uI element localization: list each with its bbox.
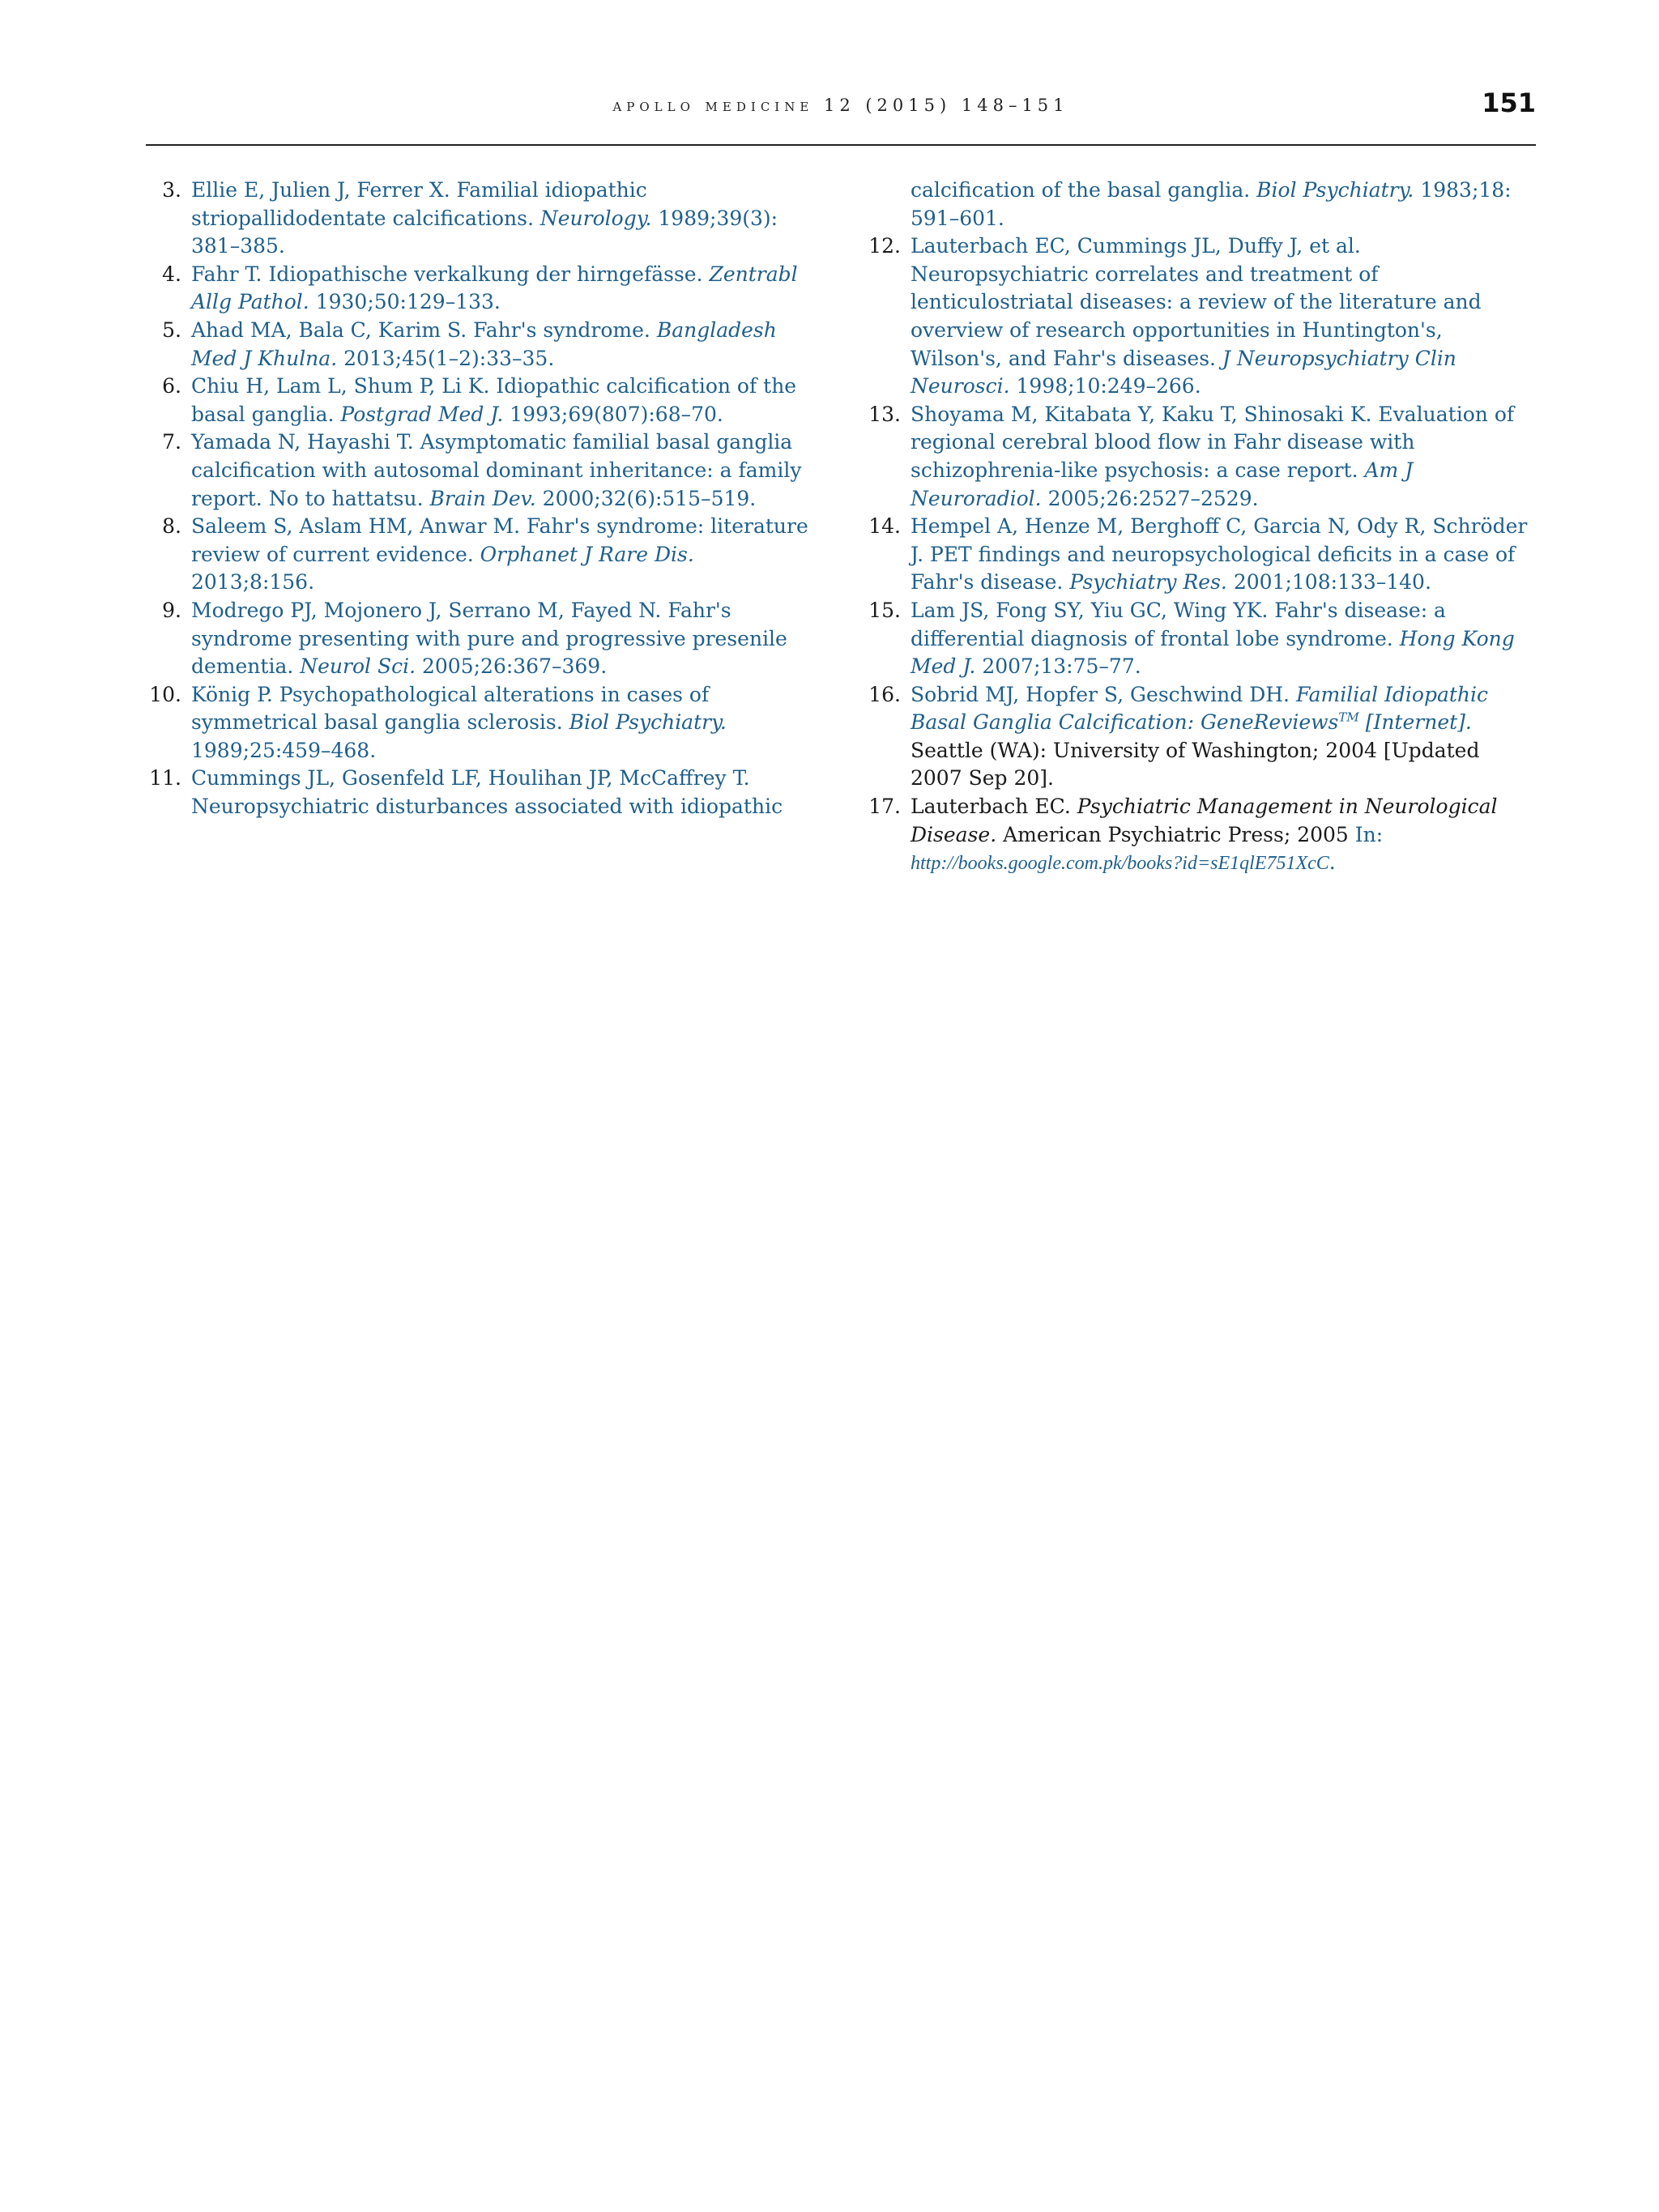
reference-12 <box>857 232 1529 401</box>
journal-name-tail: [Internet]. <box>1365 710 1472 735</box>
link-prefix[interactable]: In: <box>1354 822 1384 846</box>
reference-link[interactable]: Shoyama M, Kitabata Y, Kaku T, Shinosaki K. Evaluation of regional cerebral blood flow in Fahr disease with schizophrenia-like psychosis: a case report. <box>911 402 1515 482</box>
page-header <box>146 87 1536 146</box>
journal-name-text: Familial Idiopathic Basal Ganglia Calcification: GeneReviews <box>911 682 1489 735</box>
citation-details: Seattle (WA): University of Washington; 2004 [Updated 2007 Sep 20]. <box>911 738 1480 791</box>
reference-number: 17. <box>868 795 901 819</box>
citation-details[interactable]: 1989;39(3): 381–385. <box>191 206 778 258</box>
reference-number: 8. <box>162 514 181 539</box>
reference-number: 16. <box>868 682 901 706</box>
reference-6 <box>138 373 810 428</box>
citation-details: American Psychiatric Press; 2005 <box>1003 822 1349 846</box>
book-url-link[interactable]: http://books.google.com.pk/books?id=sE1qlE751XcC <box>911 853 1329 875</box>
reference-authors: Lauterbach EC. <box>911 795 1071 819</box>
reference-3 <box>138 177 810 261</box>
journal-name[interactable]: Psychiatry Res. <box>1069 570 1227 595</box>
references-left-column <box>138 177 810 821</box>
journal-name[interactable]: Bangladesh Med J Khulna. <box>191 318 777 370</box>
citation-details[interactable]: 1983;18: 591–601. <box>911 178 1512 230</box>
running-head: apollo medicine 12 (2015) 148–151 <box>612 96 1069 115</box>
journal-name[interactable]: J Neuropsychiatry Clin Neurosci. <box>911 346 1456 399</box>
reference-link[interactable]: Hempel A, Henze M, Berghoff C, Garcia N, Ody R, Schröder J. PET findings and neuropsychological deficits in a case of Fahr's disease. <box>911 514 1528 595</box>
reference-number: 11. <box>149 766 181 791</box>
reference-link[interactable]: Sobrid MJ, Hopfer S, Geschwind DH. <box>911 682 1290 706</box>
citation-details[interactable]: 2013;45(1–2):33–35. <box>343 346 555 370</box>
reference-number: 13. <box>868 402 901 426</box>
reference-link[interactable]: Fahr T. Idiopathische verkalkung der hirngefässe. <box>191 262 703 286</box>
reference-link[interactable]: Lam JS, Fong SY, Yiu GC, Wing YK. Fahr's disease: a differential diagnosis of frontal lobe syndrome. <box>911 598 1446 650</box>
reference-link[interactable]: Cummings JL, Gosenfeld LF, Houlihan JP, McCaffrey T. Neuropsychiatric disturbances associated with idiopathic <box>191 766 783 819</box>
reference-7 <box>138 428 810 513</box>
citation-details[interactable]: 2007;13:75–77. <box>982 654 1141 679</box>
citation-details[interactable]: 2005;26:2527–2529. <box>1047 486 1259 510</box>
reference-11-continued <box>857 177 1529 232</box>
citation-details[interactable]: 2005;26:367–369. <box>422 654 608 679</box>
reference-link[interactable]: König P. Psychopathological alterations in cases of symmetrical basal ganglia sclerosis. <box>191 682 710 735</box>
journal-name[interactable]: Neurol Sci. <box>300 654 416 679</box>
journal-name[interactable]: Biol Psychiatry. <box>1256 178 1414 202</box>
reference-number: 6. <box>162 374 181 399</box>
reference-9 <box>138 597 810 681</box>
url-terminal-period: . <box>1328 850 1336 875</box>
reference-15 <box>857 597 1529 681</box>
journal-name[interactable]: Hong Kong Med J. <box>911 626 1515 679</box>
reference-11 <box>138 765 810 820</box>
reference-number: 9. <box>162 598 181 622</box>
reference-number: 12. <box>868 234 901 258</box>
reference-link-continued[interactable]: calcification of the basal ganglia. <box>911 178 1251 202</box>
trademark-superscript: TM <box>1338 710 1359 725</box>
reference-link[interactable]: Modrego PJ, Mojonero J, Serrano M, Fayed N. Fahr's syndrome presenting with pure and progressive presenile dementia. <box>191 598 787 679</box>
reference-number: 4. <box>162 262 181 286</box>
reference-link[interactable]: Saleem S, Aslam HM, Anwar M. Fahr's syndrome: literature review of current evidence. <box>191 514 808 566</box>
reference-5 <box>138 317 810 373</box>
reference-number: 3. <box>162 178 181 202</box>
reference-number: 7. <box>162 430 181 454</box>
reference-link[interactable]: Yamada N, Hayashi T. Asymptomatic familial basal ganglia calcification with autosomal dominant inheritance: a family report. No to hattatsu. <box>191 430 802 510</box>
citation-details[interactable]: 2001;108:133–140. <box>1233 570 1431 595</box>
reference-number: 14. <box>868 514 901 539</box>
journal-name[interactable]: Postgrad Med J. <box>340 402 504 426</box>
reference-13 <box>857 401 1529 513</box>
references-right-column <box>857 177 1529 878</box>
citation-details[interactable]: 2013;8:156. <box>191 570 315 595</box>
reference-8 <box>138 513 810 597</box>
citation-details[interactable]: 1998;10:249–266. <box>1016 374 1201 399</box>
reference-link[interactable]: Ahad MA, Bala C, Karim S. Fahr's syndrome. <box>191 318 650 342</box>
reference-17 <box>857 793 1529 878</box>
citation-details[interactable]: 1993;69(807):68–70. <box>510 402 723 426</box>
journal-name[interactable]: Zentrabl Allg Pathol. <box>191 262 798 314</box>
book-title: Psychiatric Management in Neurological Disease. <box>911 795 1498 846</box>
journal-name[interactable]: Brain Dev. <box>429 486 536 510</box>
page-number: 151 <box>1482 87 1536 118</box>
reference-link[interactable]: Ellie E, Julien J, Ferrer X. Familial idiopathic striopallidodentate calcifications. <box>191 178 647 230</box>
reference-14 <box>857 513 1529 597</box>
reference-link[interactable]: Chiu H, Lam L, Shum P, Li K. Idiopathic calcification of the basal ganglia. <box>191 374 797 426</box>
reference-number: 10. <box>149 682 181 706</box>
citation-details[interactable]: 2000;32(6):515–519. <box>542 486 757 510</box>
citation-details[interactable]: 1989;25:459–468. <box>191 738 377 762</box>
citation-details[interactable]: 1930;50:129–133. <box>315 290 501 314</box>
journal-name[interactable]: Neurology. <box>539 206 652 230</box>
reference-link[interactable]: Lauterbach EC, Cummings JL, Duffy J, et al. Neuropsychiatric correlates and treatment of lenticulostriatal diseases: a review of the literature and overview of research opportunities in Huntington's, Wilson's, and Fahr's diseases. <box>911 234 1482 370</box>
journal-name[interactable]: Biol Psychiatry. <box>569 710 727 735</box>
journal-name[interactable]: Am J Neuroradiol. <box>911 458 1414 510</box>
reference-4 <box>138 261 810 317</box>
journal-name[interactable]: Orphanet J Rare Dis. <box>480 542 694 566</box>
reference-number: 5. <box>162 318 181 342</box>
reference-number: 15. <box>868 598 901 622</box>
reference-10 <box>138 681 810 765</box>
reference-16 <box>857 681 1529 793</box>
